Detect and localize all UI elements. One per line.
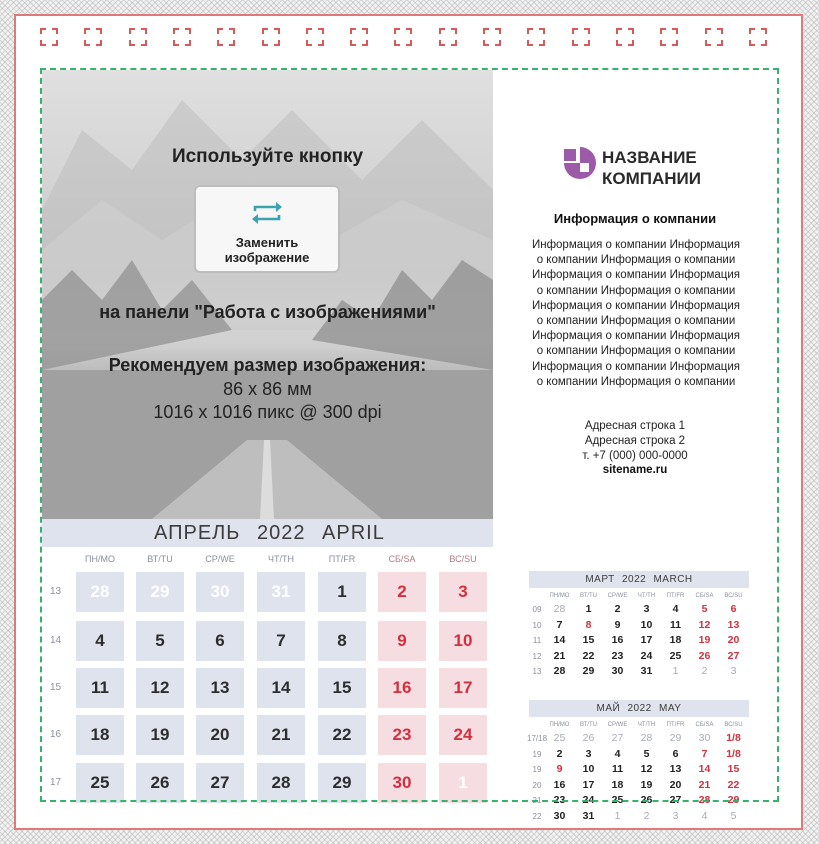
mini-day: 19 — [640, 778, 653, 791]
day-cell[interactable]: 30 — [196, 572, 244, 612]
mini-week-number: 12 — [532, 651, 542, 661]
mini-week-number: 19 — [532, 765, 542, 774]
mini-day: 15 — [582, 634, 595, 646]
day-cell[interactable]: 8 — [318, 621, 366, 661]
weekday-header: ЧТ/TH — [268, 554, 294, 564]
mini-week-number: 11 — [532, 636, 542, 645]
mini-day: 1/8 — [726, 732, 741, 744]
mini-day: 2 — [701, 665, 708, 677]
company-name-line-2: КОМПАНИИ — [602, 169, 701, 188]
mini-day: 7 — [556, 618, 563, 631]
mini-day: 23 — [611, 649, 624, 662]
mini-week-number: 20 — [532, 780, 542, 790]
mini-day: 19 — [698, 634, 711, 646]
company-info-title: Информация о компании — [553, 211, 717, 226]
binding-hole — [173, 28, 191, 46]
main-month-title: АПРЕЛЬ 2022 APRIL — [42, 519, 493, 547]
mini-day: 16 — [611, 634, 624, 646]
day-cell[interactable]: 2 — [378, 572, 426, 612]
mini-day: 22 — [727, 778, 740, 791]
mini-day: 27 — [611, 732, 624, 744]
mini-day: 7 — [701, 747, 708, 760]
mini-weekday-header: СБ/SA — [695, 593, 714, 599]
company-logo-icon — [562, 145, 598, 181]
day-cell[interactable]: 31 — [257, 572, 305, 612]
mini-day: 1 — [585, 603, 592, 615]
mini-day: 2 — [643, 809, 650, 822]
mini-weekday-header: ВС/SU — [724, 593, 743, 599]
binding-holes — [40, 28, 790, 52]
mini-month-title: МАЙ 2022 MAY — [529, 700, 749, 717]
week-number: 16 — [50, 729, 62, 740]
mini-day: 10 — [640, 618, 653, 631]
day-cell[interactable]: 4 — [76, 621, 124, 661]
mini-day: 17 — [640, 634, 653, 646]
company-name-line-1: НАЗВАНИЕ — [602, 148, 697, 167]
mini-day: 22 — [582, 649, 595, 662]
day-cell[interactable]: 28 — [76, 572, 124, 612]
mini-day: 18 — [669, 634, 682, 646]
day-cell[interactable]: 21 — [257, 715, 305, 755]
mini-day: 31 — [640, 665, 653, 677]
binding-hole — [749, 28, 767, 46]
mini-day: 25 — [611, 794, 624, 806]
week-number: 17 — [50, 777, 62, 788]
binding-hole — [572, 28, 590, 46]
mini-day: 11 — [611, 763, 624, 775]
mini-day: 4 — [701, 809, 708, 822]
day-cell[interactable]: 16 — [378, 668, 426, 708]
mini-day: 23 — [553, 794, 566, 806]
mini-day: 13 — [669, 763, 682, 775]
replace-label-line-2: изображение — [224, 250, 310, 265]
mini-day: 26 — [698, 649, 711, 662]
mini-day: 9 — [614, 618, 621, 631]
mini-day: 27 — [727, 649, 740, 662]
mini-day: 29 — [727, 794, 740, 806]
binding-hole — [439, 28, 457, 46]
mini-day: 21 — [553, 649, 566, 662]
binding-hole — [483, 28, 501, 46]
mini-week-number: 22 — [532, 811, 542, 821]
day-cell[interactable]: 26 — [136, 763, 184, 803]
address-line-2: Адресная строка 2 — [584, 435, 686, 447]
mini-day: 24 — [582, 794, 595, 806]
company-info-line: о компании Информация о компании — [536, 345, 736, 358]
address-line-1: Адресная строка 1 — [584, 420, 686, 432]
mini-day: 17 — [582, 778, 595, 791]
mini-day: 20 — [669, 778, 682, 791]
mini-weekday-header: ЧТ/TH — [637, 593, 656, 599]
mini-day: 14 — [553, 634, 566, 646]
day-cell[interactable]: 10 — [439, 621, 487, 661]
binding-hole — [84, 28, 102, 46]
binding-hole — [394, 28, 412, 46]
mini-day: 5 — [730, 809, 737, 822]
company-address — [520, 419, 750, 464]
mini-weekday-header: ЧТ/TH — [637, 722, 656, 728]
mini-day: 4 — [614, 747, 621, 760]
mini-day: 6 — [730, 603, 737, 615]
binding-hole — [616, 28, 634, 46]
image-placeholder[interactable] — [42, 70, 493, 519]
binding-hole — [350, 28, 368, 46]
company-info-line: о компании Информация о компании — [536, 375, 736, 388]
mini-weekday-header: ПТ/FR — [666, 593, 685, 599]
mini-day: 1 — [614, 809, 621, 822]
mini-day: 27 — [669, 794, 682, 806]
instruction-line-5: 1016 x 1016 пикс @ 300 dpi — [153, 402, 382, 422]
mini-weekday-header: СР/WE — [607, 593, 628, 599]
mini-day: 16 — [553, 778, 566, 791]
day-cell[interactable]: 18 — [76, 715, 124, 755]
week-number: 14 — [50, 635, 62, 646]
day-cell[interactable]: 23 — [378, 715, 426, 755]
day-cell[interactable]: 5 — [136, 621, 184, 661]
mini-week-number: 19 — [532, 749, 542, 759]
mini-day: 13 — [727, 618, 740, 631]
mini-day: 2 — [556, 747, 563, 760]
mini-weekday-header: ПТ/FR — [666, 722, 685, 728]
weekday-header: ВС/SU — [449, 554, 477, 564]
day-cell[interactable]: 3 — [439, 572, 487, 612]
day-cell[interactable]: 30 — [378, 763, 426, 803]
day-cell[interactable]: 22 — [318, 715, 366, 755]
mini-weekday-header: СР/WE — [607, 722, 628, 728]
mini-month-may-clip — [527, 700, 749, 822]
replace-label-line-1: Заменить — [235, 235, 299, 250]
replace-image-label — [196, 235, 338, 265]
mini-day: 10 — [582, 763, 595, 775]
day-cell[interactable]: 29 — [318, 763, 366, 803]
mini-week-number: 13 — [532, 667, 542, 676]
mini-day: 5 — [643, 747, 650, 760]
day-cell[interactable]: 24 — [439, 715, 487, 755]
company-info-line: Информация о компании Информация — [531, 299, 741, 312]
mini-day: 4 — [672, 603, 679, 615]
day-cell[interactable]: 27 — [196, 763, 244, 803]
mini-week-number: 09 — [532, 605, 542, 614]
mini-day: 25 — [553, 732, 566, 744]
day-cell[interactable]: 14 — [257, 668, 305, 708]
binding-hole — [705, 28, 723, 46]
mini-day: 14 — [698, 763, 711, 775]
day-cell[interactable]: 13 — [196, 668, 244, 708]
mini-day: 11 — [669, 618, 682, 631]
mini-day: 26 — [640, 794, 653, 806]
binding-hole — [262, 28, 280, 46]
company-info-line: о компании Информация о компании — [536, 254, 736, 267]
day-cell[interactable]: 28 — [257, 763, 305, 803]
day-cell[interactable]: 25 — [76, 763, 124, 803]
mini-day: 8 — [585, 618, 592, 631]
day-cell[interactable]: 11 — [76, 668, 124, 708]
day-cell[interactable]: 9 — [378, 621, 426, 661]
company-info-line: о компании Информация о компании — [536, 315, 736, 328]
mini-day: 20 — [727, 634, 740, 646]
day-cell[interactable]: 12 — [136, 668, 184, 708]
mini-day: 29 — [582, 665, 595, 677]
weekday-header: СБ/SA — [388, 554, 416, 564]
weekday-header: ВТ/TU — [147, 554, 173, 564]
mini-month-title: МАРТ 2022 MARCH — [529, 571, 749, 588]
mini-day: 28 — [640, 732, 653, 744]
instruction-line-4: 86 x 86 мм — [223, 379, 312, 399]
day-cell[interactable]: 7 — [257, 621, 305, 661]
company-website[interactable]: sitename.ru — [602, 464, 668, 476]
mini-day: 30 — [698, 732, 711, 744]
day-cell[interactable]: 19 — [136, 715, 184, 755]
mountain-road-image — [42, 70, 493, 519]
company-info-line: о компании Информация о компании — [536, 284, 736, 297]
week-number: 15 — [50, 682, 62, 693]
instruction-line-3: Рекомендуем размер изображения: — [108, 355, 427, 375]
mini-weekday-header: ВТ/TU — [580, 593, 597, 599]
mini-day: 3 — [643, 603, 650, 615]
mini-day: 28 — [553, 603, 566, 615]
mini-weekday-header: ПН/MO — [549, 722, 570, 728]
mini-day: 30 — [611, 665, 624, 677]
mini-day: 15 — [727, 763, 740, 775]
mini-weekday-header: ВС/SU — [724, 722, 743, 728]
company-info-line: Информация о компании Информация — [531, 360, 741, 373]
mini-day: 18 — [611, 778, 624, 791]
company-info-text — [512, 238, 760, 390]
binding-hole — [40, 28, 58, 46]
mini-day: 3 — [672, 809, 679, 822]
mini-day: 12 — [640, 763, 653, 775]
mini-day: 28 — [553, 665, 566, 677]
weekday-header: ПТ/FR — [328, 554, 356, 564]
day-cell[interactable]: 17 — [439, 668, 487, 708]
company-info-line: Информация о компании Информация — [531, 239, 741, 251]
mini-day: 3 — [730, 665, 737, 677]
binding-hole — [527, 28, 545, 46]
instruction-line-1: Используйте кнопку — [171, 146, 364, 167]
week-number: 13 — [50, 586, 62, 597]
weekday-header: ПН/MO — [85, 554, 115, 564]
weekday-header: СР/WE — [205, 554, 235, 564]
mini-weekday-header: ВТ/TU — [580, 722, 597, 728]
mini-day: 1/8 — [726, 747, 741, 760]
mini-day: 26 — [582, 732, 595, 744]
mini-day: 2 — [614, 603, 621, 615]
mini-day: 5 — [701, 603, 708, 615]
swap-arrows-icon — [249, 201, 285, 225]
mini-week-number: 21 — [532, 796, 542, 805]
mini-day: 3 — [585, 747, 592, 760]
day-cell[interactable]: 20 — [196, 715, 244, 755]
mini-day: 24 — [640, 649, 653, 662]
day-cell[interactable]: 29 — [136, 572, 184, 612]
mini-day: 31 — [582, 809, 595, 822]
day-cell[interactable]: 1 — [439, 763, 487, 803]
replace-image-button[interactable] — [194, 185, 340, 273]
mini-day: 29 — [669, 732, 682, 744]
mini-weekday-header: ПН/MO — [549, 593, 570, 599]
mini-day: 21 — [698, 778, 711, 791]
mini-day: 28 — [698, 794, 711, 806]
day-cell[interactable]: 1 — [318, 572, 366, 612]
instruction-line-2: на панели "Работа с изображениями" — [99, 302, 436, 322]
company-phone: т. +7 (000) 000-0000 — [582, 450, 688, 462]
binding-hole — [306, 28, 324, 46]
mini-day: 6 — [672, 747, 679, 760]
main-month-grid — [42, 550, 493, 802]
mini-weekday-header: СБ/SA — [695, 722, 714, 728]
mini-day: 25 — [669, 649, 682, 662]
mini-day: 9 — [556, 763, 563, 775]
mini-day: 1 — [672, 665, 679, 677]
mini-week-number: 10 — [532, 620, 542, 630]
binding-hole — [217, 28, 235, 46]
mini-day: 12 — [698, 618, 711, 631]
mini-day: 30 — [553, 809, 566, 822]
mini-week-number: 17/18 — [527, 734, 548, 743]
day-cell[interactable]: 15 — [318, 668, 366, 708]
binding-hole — [660, 28, 678, 46]
binding-hole — [129, 28, 147, 46]
company-info-line: Информация о компании Информация — [531, 330, 741, 343]
day-cell[interactable]: 6 — [196, 621, 244, 661]
company-info-line: Информация о компании Информация — [531, 269, 741, 282]
company-name — [602, 147, 701, 189]
